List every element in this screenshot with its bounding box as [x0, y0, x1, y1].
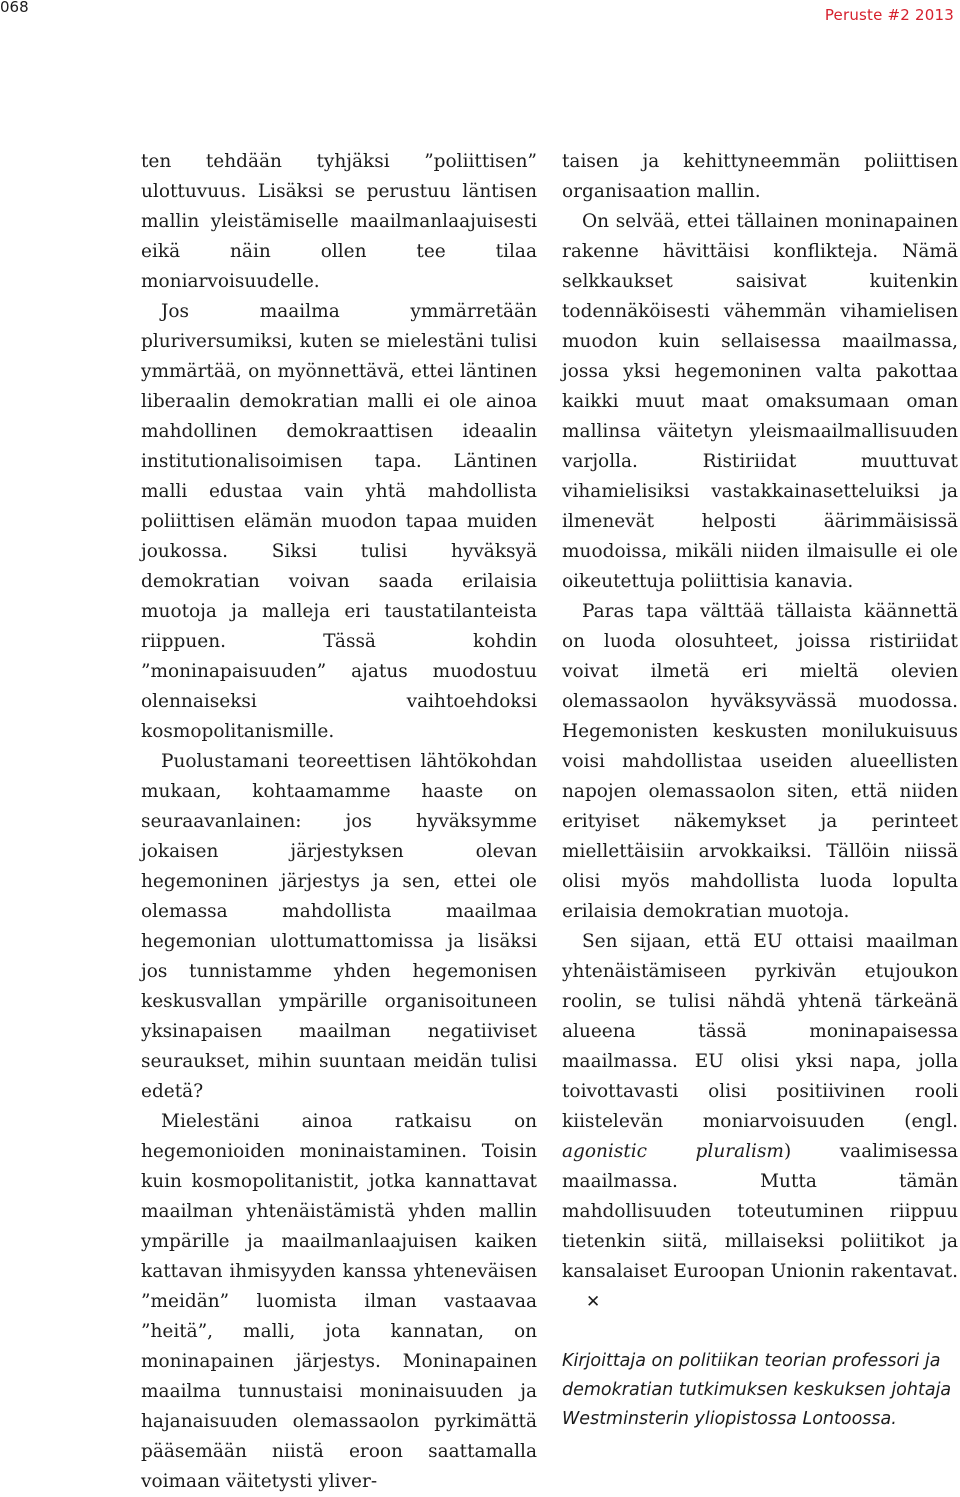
italic-term: agonistic pluralism: [562, 1141, 784, 1162]
paragraph: Puolustamani teoreettisen lähtökohdan mukaan, kohtaamamme haaste on seuraavanlainen: jos hyväksymme jokaisen järjestyksen olevan hegemoninen järjestys ja sen, ettei ole olemassa mahdollista maailmaa hegemonian ulottumattomissa ja lisäksi jos tunnistamme yhden hegemonisen keskusvallan ympärille organisoituneen yksinapaisen maailman negatiiviset seuraukset, mihin suuntaan meidän tulisi edetä?: [141, 751, 537, 1102]
left-column: [141, 147, 537, 1497]
right-column: [562, 147, 958, 1434]
running-header: Peruste #2 2013: [824, 6, 954, 24]
paragraph: ten tehdään tyhjäksi ”poliittisen” ulottuvuus. Lisäksi se perustuu läntisen mallin yleistämiselle maailmanlaajuisesti eikä näin ollen tee tilaa moniarvoisuudelle.: [141, 151, 537, 292]
page-number: 068: [0, 0, 29, 16]
paragraph: Paras tapa välttää tällaista käännettä on luoda olosuhteet, joissa ristiriidat voivat ilmetä eri mieltä olevien olemassaolon hyväksyvässä muodossa. Hegemonisten keskusten monilukuisuus voisi mahdollistaa useiden alueellisten napojen olemassaolon siten, että niiden erityiset näkemykset ja perinteet miellettäisiin arvokkaiksi. Tällöin niissä olisi myös mahdollista luoda lopulta erilaisia demokratian muotoja.: [562, 601, 958, 922]
paragraph-text: ) vaalimisessa maailmassa. Mutta tämän mahdollisuuden toteutuminen riippuu tietenkin siitä, millaiseksi poliitikot ja kansalaiset Euroopan Unionin rakentavat.: [562, 1141, 958, 1282]
paragraph: Mielestäni ainoa ratkaisu on hegemonioiden moninaistaminen. Toisin kuin kosmopolitanistit, jotka kannattavat maailman yhtenäistämistä yhden mallin ympärille ja maailmanlaajuisen kaiken kattavan ihmisyyden kanssa yhteneväisen ”meidän” luomista ilman vastaavaa ”heitä”, malli, jota kannatan, on moninapainen järjestys. Moninapainen maailma tunnustaisi moninaisuuden ja hajanaisuuden olemassaolon pyrkimättä pääsemään niistä eroon saattamalla voimaan väitetysti yliver-: [141, 1111, 537, 1492]
author-bio: Kirjoittaja on politiikan teorian professori ja demokratian tutkimuksen keskuksen johtaja Westminsterin yliopistossa Lontoossa.: [562, 1351, 952, 1429]
paragraph: On selvää, ettei tällainen moninapainen rakenne hävittäisi konflikteja. Nämä selkkaukset saisivat kuitenkin todennäköisesti vähemmän vihamielisen muodon kuin sellaisessa maailmassa, jossa yksi hegemoninen valta pakottaa kaikki muut maat omaksumaan oman mallinsa väitetyn yleismaailmallisuuden varjolla. Ristiriidat muuttuvat vihamielisiksi vastakkainasetteluiksi ja ilmenevät helposti äärimmäisissä muodoissa, mikäli niiden ilmaisulle ei ole oikeutettuja poliittisia kanavia.: [562, 211, 958, 592]
paragraph: [562, 927, 958, 1317]
paragraph: Jos maailma ymmärretään pluriversumiksi, kuten se mielestäni tulisi ymmärtää, on myönnettävä, ettei läntinen liberaalin demokratian malli ei ole ainoa mahdollinen demokraattisen ideaalin institutionalisoimisen tapa. Läntinen malli edustaa vain yhtä mahdollista poliittisen elämän muodon tapaa muiden joukossa. Siksi tulisi hyväksyä demokratian voivan saada erilaisia muotoja ja malleja eri taustatilanteista riippuen. Tässä kohdin ”moninapaisuuden” ajatus muodostuu olennaiseksi vaihtoehdoksi kosmopolitanismille.: [141, 301, 537, 742]
paragraph: taisen ja kehittyneemmän poliittisen organisaation mallin.: [562, 151, 958, 202]
end-mark-icon: ✕: [586, 1292, 601, 1312]
paragraph-text: Sen sijaan, että EU ottaisi maailman yhtenäistämiseen pyrkivän etujoukon roolin, se tulisi nähdä yhtenä tärkeänä alueena tässä moninapaisessa maailmassa. EU olisi yksi napa, jolla toivottavasti olisi positiivinen rooli kiistelevän moniarvoisuuden (engl.: [562, 931, 958, 1132]
